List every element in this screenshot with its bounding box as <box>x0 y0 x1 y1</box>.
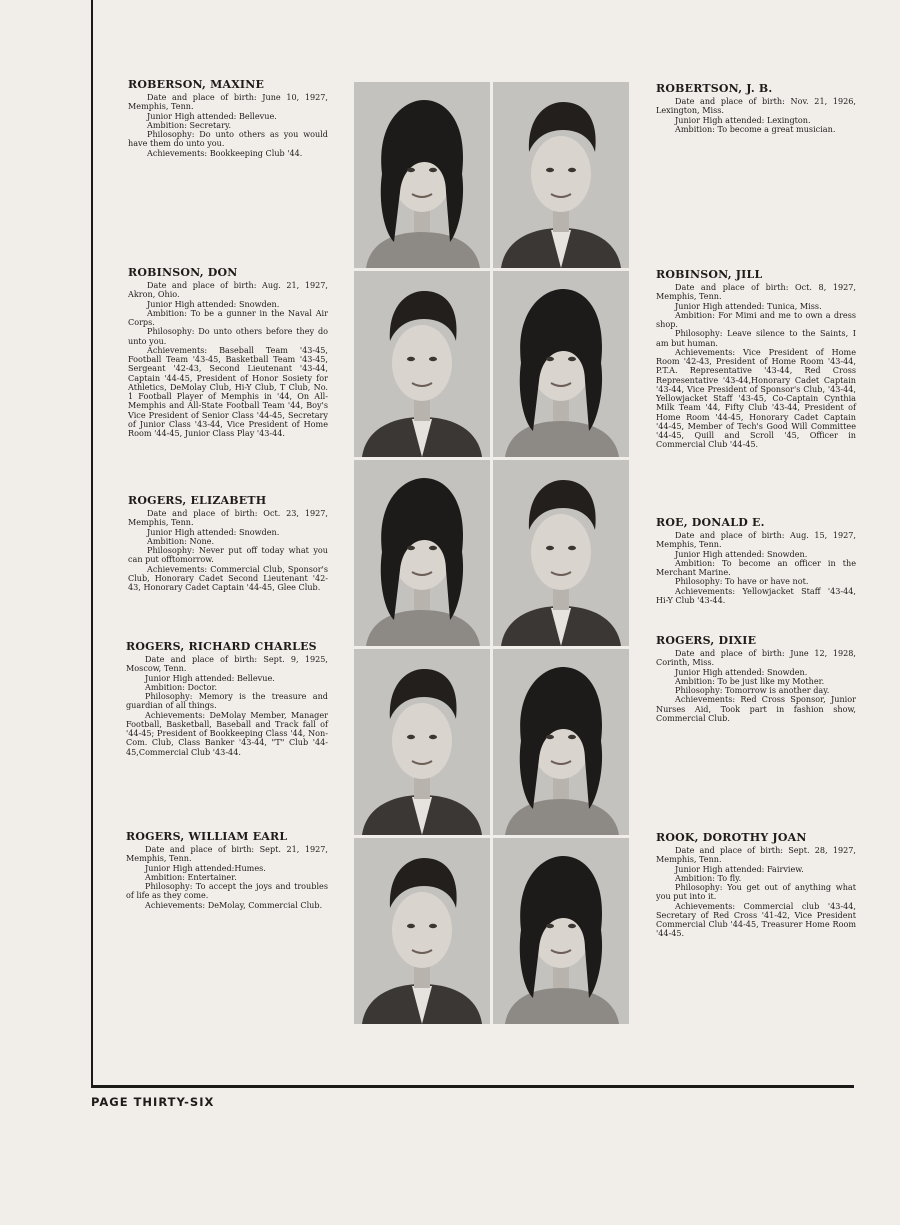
student-detail: Junior High attended: Snowden. <box>675 666 808 677</box>
student-entry <box>656 831 856 939</box>
left-margin-rule <box>91 0 93 1087</box>
student-entry <box>128 494 328 592</box>
bottom-rule <box>91 1085 854 1088</box>
student-detail: Philosophy: You get out of anything what you put into it. <box>656 882 856 902</box>
student-entry <box>656 634 856 723</box>
student-detail: Ambition: To fly. <box>675 872 742 883</box>
student-name: ROGERS, WILLIAM EARL <box>126 830 288 843</box>
student-detail: Philosophy: To accept the joys and troubles of life as they come. <box>126 881 328 901</box>
student-detail: Junior High attended: Snowden. <box>147 298 280 309</box>
student-detail: Junior High attended: Bellevue. <box>147 110 277 121</box>
portrait-female-icon <box>493 271 629 457</box>
portrait-male-icon <box>493 460 629 646</box>
student-name: ROBERTSON, J. B. <box>656 82 773 95</box>
student-name: ROOK, DOROTHY JOAN <box>656 831 807 844</box>
student-name: ROBERSON, MAXINE <box>128 78 265 91</box>
student-name: ROE, DONALD E. <box>656 516 765 529</box>
student-entry <box>128 78 328 158</box>
student-detail: Achievements: DeMolay, Commercial Club. <box>145 899 323 910</box>
student-detail: Philosophy: Never put off today what you can put offtomorrow. <box>128 545 328 565</box>
student-detail: Ambition: To become an officer in the Merchant Marine. <box>656 557 856 577</box>
student-detail: Ambition: Secretary. <box>147 119 232 130</box>
student-detail: Date and place of birth: Aug. 15, 1927, Memphis, Tenn. <box>656 530 856 550</box>
student-detail: Date and place of birth: June 10, 1927, Memphis, Tenn. <box>128 92 328 112</box>
student-detail: Date and place of birth: June 12, 1928, Corinth, Miss. <box>656 648 856 668</box>
portrait-male-icon <box>354 271 490 457</box>
student-name: ROBINSON, DON <box>128 266 238 279</box>
student-detail: Philosophy: Do unto others as you would have them do unto you. <box>128 129 328 149</box>
student-detail: Junior High attended: Fairview. <box>675 863 804 874</box>
student-entry <box>126 830 328 910</box>
student-entry <box>126 640 328 757</box>
student-detail: Date and place of birth: Sept. 21, 1927, Memphis, Tenn. <box>126 844 328 864</box>
student-entry <box>128 266 328 438</box>
student-detail: Ambition: None. <box>147 535 215 546</box>
portrait-female-icon <box>493 649 629 835</box>
student-detail: Junior High attended:Humes. <box>145 862 266 873</box>
student-detail: Ambition: To become a great musician. <box>675 123 836 134</box>
page-number: PAGE THIRTY-SIX <box>91 1095 215 1109</box>
student-detail: Philosophy: Memory is the treasure and guardian of all things. <box>126 691 328 711</box>
student-name: ROGERS, ELIZABETH <box>128 494 267 507</box>
student-detail: Achievements: Commercial Club, Sponsor's Club, Honorary Cadet Second Lieutenant '42-43, Honorary Cadet Captain '44-45, Glee Club. <box>128 563 328 592</box>
student-detail: Junior High attended: Tunica, Miss. <box>675 300 822 311</box>
student-detail: Date and place of birth: Oct. 8, 1927, Memphis, Tenn. <box>656 282 856 302</box>
student-detail: Philosophy: Tomorrow is another day. <box>675 685 830 695</box>
student-detail: Ambition: To be a gunner in the Naval Air Corps. <box>128 307 328 327</box>
student-detail: Date and place of birth: Sept. 9, 1925, Moscow, Tenn. <box>126 654 328 674</box>
portrait-male-icon <box>354 838 490 1024</box>
student-detail: Junior High attended: Lexington. <box>675 114 811 125</box>
student-detail: Ambition: To be just like my Mother. <box>675 675 825 686</box>
student-detail: Date and place of birth: Nov. 21, 1926, Lexington, Miss. <box>656 96 856 116</box>
student-detail: Date and place of birth: Aug. 21, 1927, Akron, Ohio. <box>128 280 328 300</box>
student-detail: Achievements: Vice President of Home Room '42-43, President of Home Room '43-44, P.T.A. Representative '43-44, Red Cross Representative '43-44,Honorary Cadet Captain '43-44, Vice President of Sponsor's Club, '43-44, Yellowjacket Staff '43-45, Co-Captain Cynthia Milk Team '44, Fifty Club '43-44, President of Home Room '44-45, Honorary Cadet Captain '44-45, Member of Tech's Good Will Committee '44-45, Quill and Scroll '45, Officer in Commercial Club '44-45. <box>656 346 856 450</box>
student-entry <box>656 82 856 134</box>
portrait-female-icon <box>493 838 629 1024</box>
student-name: ROBINSON, JILL <box>656 268 763 281</box>
student-detail: Achievements: Yellowjacket Staff '43-44, Hi-Y Club '43-44. <box>656 585 856 605</box>
student-detail: Achievements: Bookkeeping Club '44. <box>147 147 303 158</box>
student-detail: Philosophy: To have or have not. <box>675 576 809 587</box>
student-entry <box>656 268 856 450</box>
student-detail: Achievements: Red Cross Sponsor, Junior Nurses Aid, Took part in fashion show, Commercial Club. <box>656 694 856 723</box>
student-detail: Achievements: Commercial club '43-44, Secretary of Red Cross '41-42, Vice President Commercial Club '44-45, Treasurer Home Room '44-45. <box>656 900 856 939</box>
student-detail: Achievements: DeMolay Member, Manager Football, Basketball, Baseball and Track fall of '44-45; President of Bookkeeping Class '44, Non-Com. Club, Class Banker '43-44, "T" Club '44-45,Commercial Club '43-44. <box>126 709 328 757</box>
portrait-male-icon <box>493 82 629 268</box>
student-detail: Ambition: For Mimi and me to own a dress shop. <box>656 309 856 329</box>
student-detail: Achievements: Baseball Team '43-45, Football Team '43-45, Basketball Team '43-45, Sergeant '42-43, Second Lieutenant '43-44, Captain '44-45, President of Honor Sosiety for Athletics, DeMolay Club, Hi-Y Club, T Club, No. 1 Football Player of Memphis in '44, On All-Memphis and All-State Football Team '44, Boy's Vice President of Senior Class '44-45, Secretary of Junior Class '43-44, Vice President of Home Room '44-45, Junior Class Play '43-44. <box>128 344 328 438</box>
student-detail: Date and place of birth: Sept. 28, 1927, Memphis, Tenn. <box>656 845 856 865</box>
student-detail: Ambition: Entertainer. <box>145 871 237 882</box>
student-detail: Philosophy: Do unto others before they do unto you. <box>128 326 328 346</box>
portrait-female-icon <box>354 82 490 268</box>
student-detail: Philosophy: Leave silence to the Saints, I am but human. <box>656 328 856 348</box>
student-detail: Junior High attended: Snowden. <box>675 548 808 559</box>
portrait-male-icon <box>354 649 490 835</box>
student-detail: Junior High attended: Snowden. <box>147 526 280 537</box>
student-name: ROGERS, DIXIE <box>656 634 757 647</box>
student-entry <box>656 516 856 605</box>
student-detail: Ambition: Doctor. <box>145 681 218 692</box>
student-detail: Junior High attended: Bellevue. <box>145 672 275 683</box>
student-detail: Date and place of birth: Oct. 23, 1927, Memphis, Tenn. <box>128 508 328 528</box>
portrait-female-icon <box>354 460 490 646</box>
student-name: ROGERS, RICHARD CHARLES <box>126 640 317 653</box>
